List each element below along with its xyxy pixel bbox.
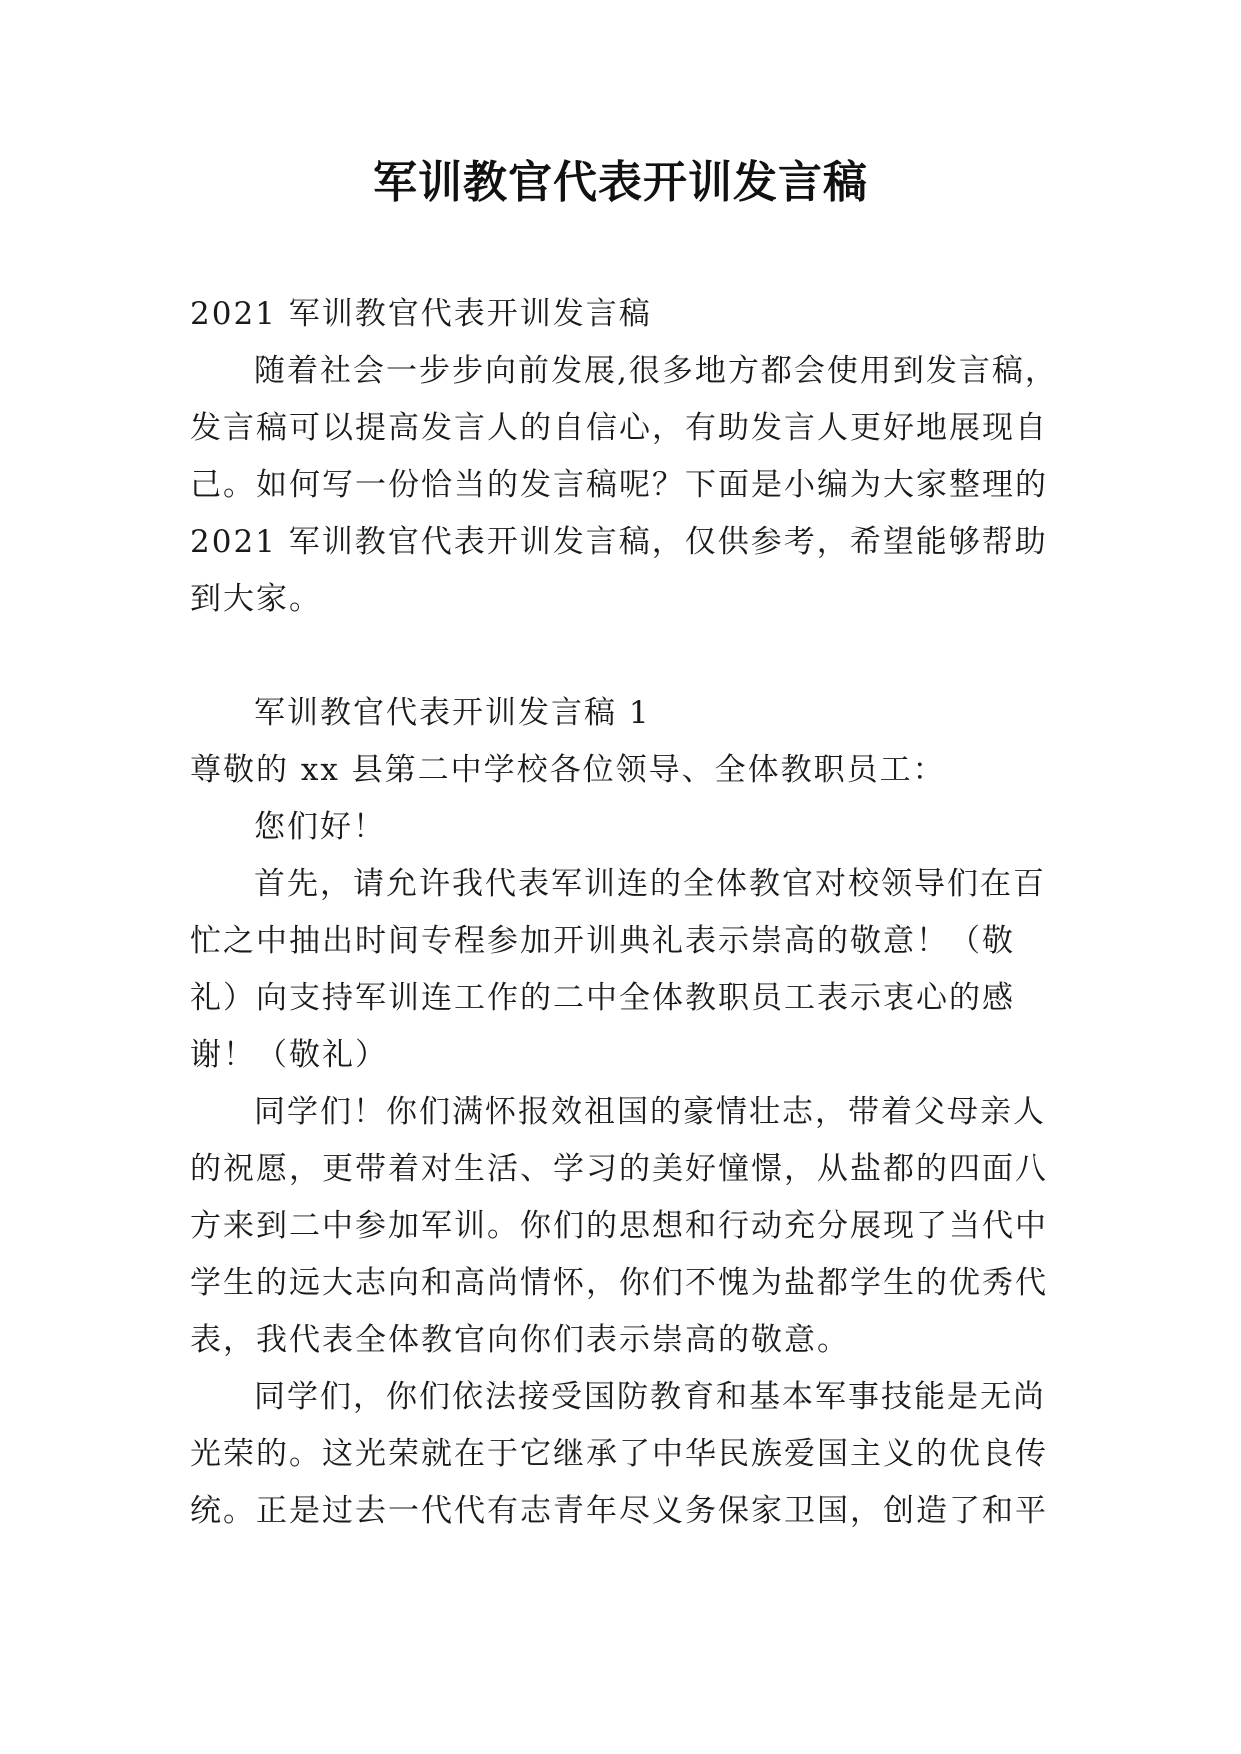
document-subtitle: 2021 军训教官代表开训发言稿 [190, 296, 652, 332]
body-paragraph-1: 首先，请允许我代表军训连的全体教官对校领导们在百忙之中抽出时间专程参加开训典礼表示崇高的敬意！（敬礼）向支持军训连工作的二中全体教职员工表示衷心的感谢！（敬礼） [190, 866, 1046, 1073]
salutation: 尊敬的 xx 县第二中学校各位领导、全体教职员工： [190, 752, 946, 788]
greeting: 您们好！ [254, 809, 386, 845]
section-heading: 军训教官代表开训发言稿 1 [254, 695, 651, 731]
paragraph-spacer [190, 628, 1062, 685]
body-paragraph-3: 同学们，你们依法接受国防教育和基本军事技能是无尚光荣的。这光荣就在于它继承了中华民族爱国主义的优良传统。正是过去一代代有志青年尽义务保家卫国，创造了和平 [190, 1379, 1048, 1529]
intro-paragraph: 随着社会一步步向前发展,很多地方都会使用到发言稿，发言稿可以提高发言人的自信心，有助发言人更好地展现自己。如何写一份恰当的发言稿呢？下面是小编为大家整理的 2021 军训教官代表开训发言稿，仅供参考，希望能够帮助到大家。 [190, 353, 1058, 617]
document-title: 军训教官代表开训发言稿 [373, 157, 868, 208]
document-body [190, 286, 1062, 1540]
body-paragraph-2: 同学们！你们满怀报效祖国的豪情壮志，带着父母亲人的祝愿，更带着对生活、学习的美好憧憬，从盐都的四面八方来到二中参加军训。你们的思想和行动充分展现了当代中学生的远大志向和高尚情怀，你们不愧为盐都学生的优秀代表，我代表全体教官向你们表示崇高的敬意。 [190, 1094, 1048, 1358]
